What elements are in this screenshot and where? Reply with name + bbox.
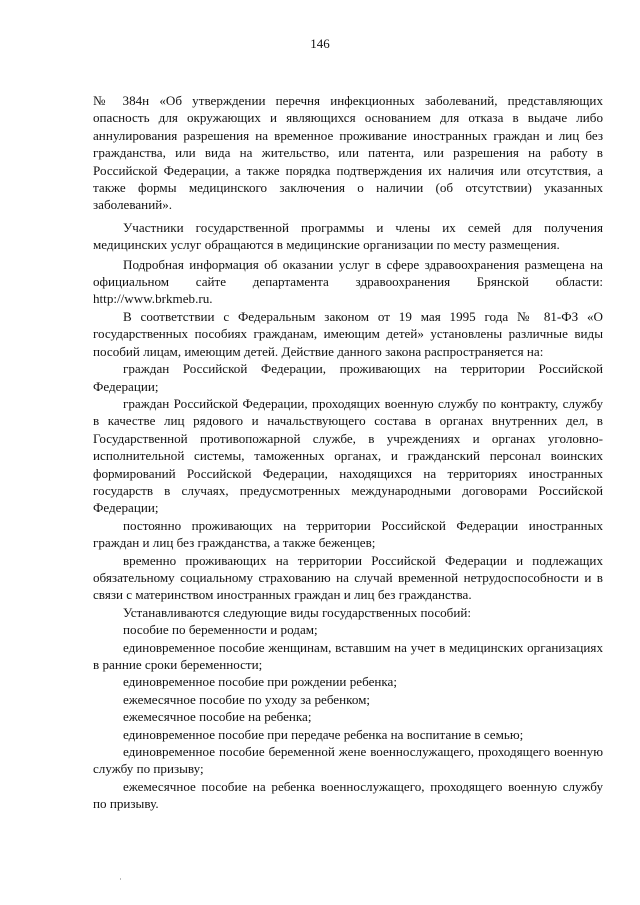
list-item: постоянно проживающих на территории Российской Федерации иностранных граждан и лиц без гражданства, а также беженцев; [93, 517, 603, 551]
list-item: единовременное пособие беременной жене военнослужащего, проходящего военную службу по призыву; [93, 744, 603, 777]
list-item: временно проживающих на территории Российской Федерации и подлежащих обязательному социальному страхованию на случай временной нетрудоспособности и в связи с материнством иностранных граждан и лиц без гражданства. [93, 552, 603, 603]
paragraph-health-info: Подробная информация об оказании услуг в сфере здравоохранения размещена на официальном сайте департамента здравоохранения Брянской области: http://www.brkmeb.ru. [93, 256, 603, 307]
list-item: граждан Российской Федерации, проходящих военную службу по контракту, службу в качестве лиц рядового и начальствующего состава в органах внутренних дел, в Государственной противопожарной службе, в учреждениях и органах уголовно-исполнительной системы, таможенных органах, и гражданский персонал воинских формирований Российской Федерации, находящихся на территориях иностранных государств в случаях, предусмотренных международными договорами Российской Федерации; [93, 395, 603, 516]
list-item: единовременное пособие женщинам, вставшим на учет в медицинских организациях в ранние сроки беременности; [93, 639, 603, 672]
list-item: единовременное пособие при передаче ребенка на воспитание в семью; [123, 726, 524, 742]
list-item: ежемесячное пособие на ребенка; [123, 709, 312, 725]
paragraph-benefit-types: Устанавливаются следующие виды государственных пособий: [123, 604, 471, 620]
list-item: пособие по беременности и родам; [123, 622, 318, 638]
list-item: единовременное пособие при рождении ребенка; [123, 674, 397, 690]
scan-artifact [120, 878, 121, 880]
list-item: ежемесячное пособие по уходу за ребенком; [123, 691, 371, 707]
document-body [93, 92, 603, 813]
list-item: граждан Российской Федерации, проживающих на территории Российской Федерации; [93, 361, 603, 394]
paragraph-federal-law: В соответствии с Федеральным законом от 19 мая 1995 года № 81-ФЗ «О государственных пособиях гражданам, имеющим детей» установлены различные виды пособий лицам, имеющим детей. Действие данного закона распространяется на: [93, 308, 603, 359]
list-item: ежемесячное пособие на ребенка военнослужащего, проходящего военную службу по призыву. [93, 778, 603, 812]
paragraph-medical-services: Участники государственной программы и члены их семей для получения медицинских услуг обращаются в медицинские организации по месту размещения. [93, 219, 603, 253]
page-number: 146 [310, 36, 330, 51]
paragraph-order-384n: № 384н «Об утверждении перечня инфекционных заболеваний, представляющих опасность для окружающих и являющихся основанием для отказа в выдаче либо аннулирования разрешения на временное проживание иностранных граждан и лиц без гражданства, или вида на жительство, или патента, или разрешения на работу в Российской Федерации, а также порядка подтверждения их наличия или отсутствия, а также формы медицинского заключения о наличии (об отсутствии) указанных заболеваний». [93, 93, 603, 213]
